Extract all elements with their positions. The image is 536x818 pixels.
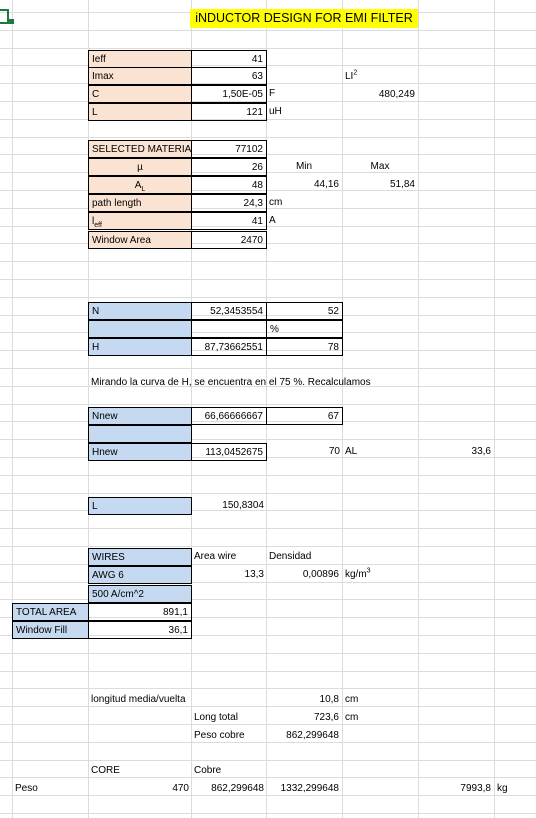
fill-handle[interactable] xyxy=(9,19,14,24)
value-cobre-weight[interactable]: 862,299648 xyxy=(211,783,264,794)
value-window-area[interactable]: 2470 xyxy=(191,231,267,249)
label-h[interactable]: H xyxy=(88,338,192,356)
label-awg[interactable]: AWG 6 xyxy=(88,566,192,584)
unit-l[interactable]: uH xyxy=(269,106,282,117)
label-densidad[interactable]: Densidad xyxy=(269,551,312,562)
value-imax[interactable]: 63 xyxy=(191,67,267,85)
value-path-length[interactable]: 24,3 xyxy=(191,194,267,212)
label-area-wire[interactable]: Area wire xyxy=(194,551,237,562)
label-n[interactable]: N xyxy=(88,302,192,320)
sheet-title[interactable]: iNDUCTOR DESIGN FOR EMI FILTER xyxy=(190,9,418,28)
selected-cell-indicator[interactable] xyxy=(0,9,9,24)
label-min[interactable]: Min xyxy=(295,161,313,172)
value-h[interactable]: 87,73662551 xyxy=(191,338,267,356)
label-c[interactable]: C xyxy=(88,85,192,103)
value-min[interactable]: 44,16 xyxy=(313,179,339,190)
label-al[interactable]: $A_L$ xyxy=(88,176,192,194)
label-path-length[interactable]: path length xyxy=(88,194,192,212)
label-cobre[interactable]: Cobre xyxy=(194,765,222,776)
label-peso[interactable]: Peso xyxy=(15,783,38,794)
unit-path-length[interactable]: cm xyxy=(269,197,283,208)
value-peso-cobre[interactable]: 862,299648 xyxy=(286,730,339,741)
label-window-fill[interactable]: Window Fill xyxy=(12,621,89,639)
label-current-density[interactable]: 500 A/cm^2 xyxy=(88,585,192,603)
value-c[interactable]: 1,50E-05 xyxy=(191,85,267,103)
label-l-calc[interactable]: L xyxy=(88,497,192,515)
unit-long-total[interactable]: cm xyxy=(345,712,359,723)
value-core-weight[interactable]: 470 xyxy=(172,783,189,794)
value-n-rounded[interactable]: 52 xyxy=(266,302,343,320)
unit-ieff-2[interactable]: A xyxy=(269,215,276,226)
value-n[interactable]: 52,3453554 xyxy=(191,302,267,320)
value-weight-sum[interactable]: 1332,299648 xyxy=(280,783,339,794)
value-area-wire[interactable]: 13,3 xyxy=(244,569,264,580)
label-l[interactable]: L xyxy=(88,103,192,121)
unit-densidad[interactable]: $kg/m^3$ xyxy=(345,567,371,580)
li2-label[interactable]: $LI^2$ xyxy=(345,69,358,82)
li2-value[interactable]: 480,249 xyxy=(378,89,415,100)
label-window-area[interactable]: Window Area xyxy=(88,231,192,249)
value-l-calc[interactable]: 150,8304 xyxy=(222,500,264,511)
blank-cell-1[interactable] xyxy=(191,320,267,338)
value-hnew[interactable]: 113,0452675 xyxy=(191,443,267,461)
value-mu[interactable]: 26 xyxy=(191,158,267,176)
unit-mean-length[interactable]: cm xyxy=(345,694,359,705)
label-ieff[interactable]: Ieff xyxy=(88,50,192,68)
label-mu[interactable]: µ xyxy=(88,158,192,176)
label-ieff-2[interactable]: $l_{eff}$ xyxy=(88,212,192,230)
label-wires[interactable]: WIRES xyxy=(88,548,192,566)
percent-cell[interactable]: % xyxy=(266,320,343,338)
label-hnew[interactable]: Hnew xyxy=(88,443,192,461)
value-al[interactable]: 48 xyxy=(191,176,267,194)
label-al-2[interactable]: AL xyxy=(345,446,358,457)
blank-blue-1[interactable] xyxy=(88,320,192,338)
unit-final-weight[interactable]: kg xyxy=(497,783,508,794)
label-max[interactable]: Max xyxy=(370,161,390,172)
value-ieff-2[interactable]: 41 xyxy=(191,212,267,230)
unit-c[interactable]: F xyxy=(269,88,276,99)
label-peso-cobre[interactable]: Peso cobre xyxy=(194,730,245,741)
label-material[interactable]: SELECTED MATERIA xyxy=(88,140,192,158)
label-core[interactable]: CORE xyxy=(91,765,120,776)
value-h-rounded[interactable]: 78 xyxy=(266,338,343,356)
label-imax[interactable]: Imax xyxy=(88,67,192,85)
value-mean-length[interactable]: 10,8 xyxy=(319,694,339,705)
value-hnew-rounded[interactable]: 70 xyxy=(328,446,340,457)
value-l[interactable]: 121 xyxy=(191,103,267,121)
value-ieff[interactable]: 41 xyxy=(191,50,267,68)
label-long-total[interactable]: Long total xyxy=(194,712,238,723)
value-final-weight[interactable]: 7993,8 xyxy=(460,783,491,794)
label-nnew[interactable]: Nnew xyxy=(88,407,192,425)
blank-blue-2[interactable] xyxy=(88,425,192,443)
value-total-area[interactable]: 891,1 xyxy=(88,603,192,621)
value-nnew[interactable]: 66,66666667 xyxy=(191,407,267,425)
value-nnew-rounded[interactable]: 67 xyxy=(266,407,343,425)
value-window-fill[interactable]: 36,1 xyxy=(88,621,192,639)
value-al-2[interactable]: 33,6 xyxy=(471,446,491,457)
note-text[interactable]: Mirando la curva de H, se encuentra en el 75 %. Recalculamos xyxy=(91,377,371,388)
label-mean-length[interactable]: longitud media/vuelta xyxy=(91,694,186,705)
value-max[interactable]: 51,84 xyxy=(389,179,415,190)
value-densidad[interactable]: 0,00896 xyxy=(302,569,339,580)
value-long-total[interactable]: 723,6 xyxy=(313,712,339,723)
label-total-area[interactable]: TOTAL AREA xyxy=(12,603,89,621)
value-material[interactable]: 77102 xyxy=(191,140,267,158)
